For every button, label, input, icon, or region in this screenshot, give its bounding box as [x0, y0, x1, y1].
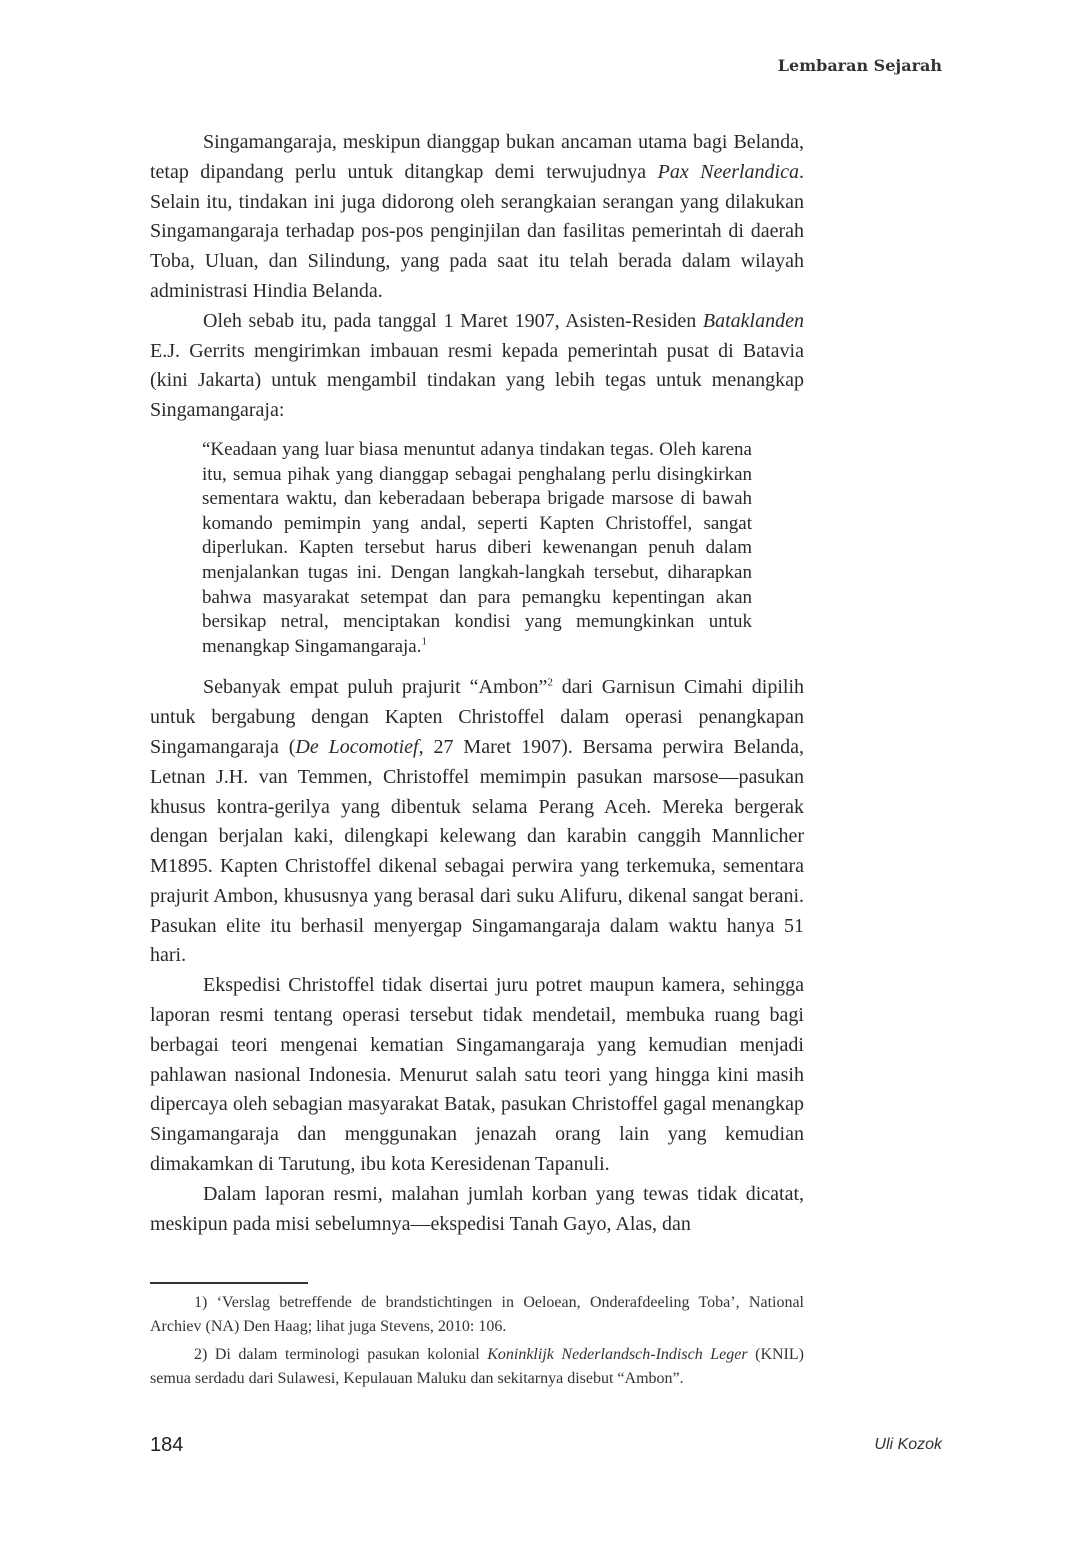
page-number: 184 — [150, 1434, 184, 1456]
footnote-ref-2[interactable]: 2 — [547, 676, 553, 689]
paragraph-3-text-a: Sebanyak empat puluh prajurit “Ambon” — [203, 676, 548, 699]
paragraph-1 — [150, 128, 804, 307]
de-locomotief-title: De Locomotief — [295, 735, 419, 758]
block-quote — [202, 438, 752, 659]
footnote-2-text-b: (KNIL) semua serdadu dari Sulawesi, Kepulauan Maluku dan sekitarnya disebut “Ambon”. — [150, 1346, 804, 1387]
paragraph-2-text-a: Oleh sebab itu, pada tanggal 1 Maret 1907, Asisten-Residen — [203, 309, 703, 332]
paragraph-1-text-b: . Selain itu, tindakan ini juga didorong oleh serangkaian serangan yang dilakukan Singamangaraja terhadap pos-pos penginjilan dan fasilitas pemerintah di daerah Toba, Uluan, dan Silindung, yang pada saat itu telah berada dalam wilayah administrasi Hindia Belanda. — [150, 160, 804, 302]
paragraph-2 — [150, 307, 804, 426]
author-name: Uli Kozok — [874, 1436, 942, 1453]
paragraph-3-text-b: dari Garnisun Cimahi dipilih untuk bergabung dengan Kapten Christoffel dalam operasi penangkapan Singamangaraja ( — [150, 676, 804, 758]
quote-body: “Keadaan yang luar biasa menuntut adanya tindakan tegas. Oleh karena itu, semua pihak yang dianggap sebagai penghalang perlu disingkirkan sementara waktu, dan keberadaan beberapa brigade marsose di bawah komando pemimpin yang andal, seperti Kapten Christoffel, sangat diperlukan. Kapten tersebut harus diberi kewenangan penuh dalam menjalankan tugas ini. Dengan langkah-langkah tersebut, diharapkan bahwa masyarakat setempat dan para pemangku kepentingan akan bersikap netral, menciptakan kondisi yang memungkinkan untuk menangkap Singamangaraja. — [202, 438, 752, 657]
block-quote-text — [202, 438, 752, 659]
footnote-divider — [150, 1282, 308, 1284]
body-text — [150, 128, 804, 1239]
footnote-2-text-a: 2) Di dalam terminologi pasukan kolonial — [194, 1346, 488, 1363]
knil-term: Koninklijk Nederlandsch-Indisch Leger — [487, 1346, 748, 1363]
footnote-1: 1) ‘Verslag betreffende de brandstichtingen in Oeloean, Onderafdeeling Toba’, National Archiev (NA) Den Haag; lihat juga Stevens, 2010: 106. — [150, 1294, 804, 1335]
footnote-2 — [150, 1343, 804, 1390]
footnote-ref-1[interactable]: 1 — [421, 635, 427, 648]
paragraph-4: Ekspedisi Christoffel tidak disertai juru potret maupun kamera, sehingga laporan resmi tentang operasi tersebut tidak mendetail, membuka ruang bagi berbagai teori mengenai kematian Singamangaraja yang kemudian menjadi pahlawan nasional Indonesia. Menurut salah satu teori yang hingga kini masih dipercaya oleh sebagian masyarakat Batak, pasukan Christoffel gagal menangkap Singamangaraja dan menggunakan jenazah orang lain yang kemudian dimakamkan di Tarutung, ibu kota Keresidenan Tapanuli. — [150, 974, 804, 1176]
paragraph-3-text-c: , 27 Maret 1907). Bersama perwira Belanda, Letnan J.H. van Temmen, Christoffel memimpin pasukan marsose—pasukan khusus kontra-gerilya yang dibentuk selama Perang Aceh. Mereka bergerak dengan berjalan kaki, dilengkapi kelewang dan karabin canggih Mannlicher M1895. Kapten Christoffel dikenal sebagai perwira yang terkemuka, sementara prajurit Ambon, khususnya yang berasal dari suku Alifuru, dikenal sangat berani. Pasukan elite itu berhasil menyergap Singamangaraja dalam waktu hanya 51 hari. — [150, 735, 805, 967]
paragraph-5: Dalam laporan resmi, malahan jumlah korban yang tewas tidak dicatat, meskipun pada misi sebelumnya—ekspedisi Tanah Gayo, Alas, dan — [150, 1182, 804, 1235]
footnotes — [150, 1291, 804, 1395]
running-header: Lembaran Sejarah — [777, 56, 942, 75]
bataklanden-term: Bataklanden — [702, 309, 804, 332]
paragraph-3 — [150, 673, 804, 971]
pax-neerlandica-term: Pax Neerlandica — [657, 160, 799, 183]
paragraph-1-text-a: Singamangaraja, meskipun dianggap bukan ancaman utama bagi Belanda, tetap dipandang perlu untuk ditangkap demi terwujudnya — [150, 131, 804, 183]
paragraph-2-text-b: E.J. Gerrits mengirimkan imbauan resmi kepada pemerintah pusat di Batavia (kini Jakarta) untuk mengambil tindakan yang lebih tegas untuk menangkap Singamangaraja: — [150, 339, 804, 422]
